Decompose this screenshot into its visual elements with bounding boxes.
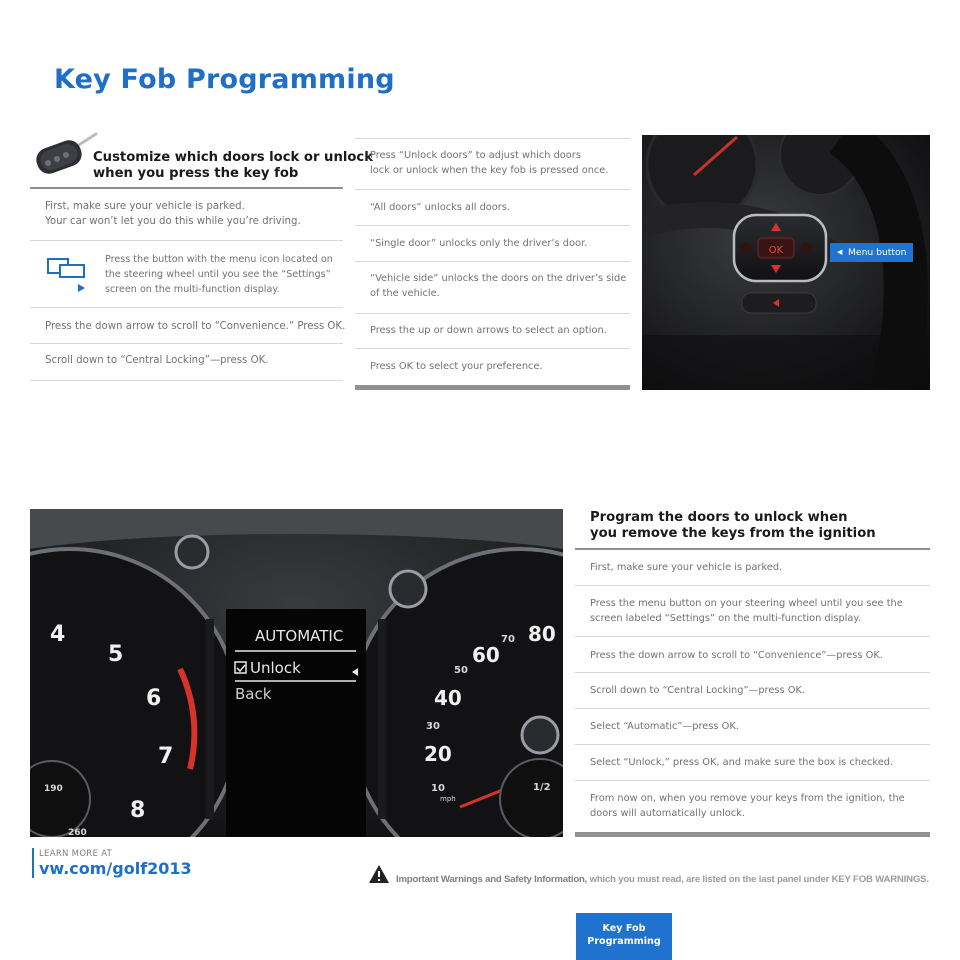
display-item-back: Back xyxy=(235,685,272,703)
steering-wheel-illustration xyxy=(642,135,930,390)
divider xyxy=(30,307,343,308)
divider xyxy=(575,672,930,673)
divider xyxy=(575,744,930,745)
list-item: Scroll down to “Central Locking”—press OK. xyxy=(590,685,805,696)
svg-text:50: 50 xyxy=(454,665,468,676)
list-item: Press the button with the menu icon located on the steering wheel until you see the “Settings” screen on the multi-function display. xyxy=(105,254,333,295)
svg-text:60: 60 xyxy=(472,643,500,667)
svg-text:190: 190 xyxy=(44,784,63,794)
section2-end-rule xyxy=(575,832,930,837)
website-link[interactable]: vw.com/golf2013 xyxy=(39,859,192,878)
section1-heading xyxy=(93,150,373,182)
learn-more-block xyxy=(32,848,192,878)
instrument-cluster-photo xyxy=(30,509,563,837)
section2-heading: Program the doors to unlock when you remove the keys from the ignition xyxy=(590,510,876,541)
svg-text:7: 7 xyxy=(158,744,174,769)
menu-button-callout: ◀ Menu button xyxy=(830,243,913,262)
divider xyxy=(355,225,630,226)
divider xyxy=(575,585,930,586)
warning-text: Important Warnings and Safety Information, which you must read, are listed on the last panel under KEY FOB WARNINGS. xyxy=(396,874,929,885)
divider xyxy=(575,636,930,637)
divider xyxy=(30,240,343,241)
arrow-left-icon: ◀ xyxy=(837,248,843,256)
svg-text:80: 80 xyxy=(528,622,556,646)
page-title: Key Fob Programming xyxy=(54,64,395,95)
display-item-unlock: Unlock xyxy=(250,659,301,677)
section1-end-rule xyxy=(355,385,630,390)
section-tab[interactable]: Key Fob Programming xyxy=(576,913,672,960)
display-title: AUTOMATIC xyxy=(255,627,344,645)
svg-text:mph: mph xyxy=(440,795,456,803)
divider xyxy=(575,780,930,781)
safety-warning xyxy=(368,864,933,888)
section1-heading-line1: Customize which doors lock or unlock xyxy=(93,150,374,165)
section2-heading-rule xyxy=(575,548,930,550)
divider xyxy=(30,343,343,344)
svg-text:10: 10 xyxy=(431,783,445,794)
list-item: First, make sure your vehicle is parked. Your car won’t let you do this while you’re driving. xyxy=(45,201,301,227)
divider xyxy=(355,348,630,349)
svg-text:6: 6 xyxy=(146,686,162,711)
list-item: Press the down arrow to scroll to “Convenience”—press OK. xyxy=(590,650,883,661)
list-item: Press “Unlock doors” to adjust which doors lock or unlock when the key fob is pressed once. xyxy=(370,150,609,176)
svg-text:1/2: 1/2 xyxy=(533,782,551,793)
divider xyxy=(575,708,930,709)
menu-icon xyxy=(46,255,92,295)
svg-text:20: 20 xyxy=(424,742,452,766)
divider xyxy=(355,313,630,314)
list-item: Press the up or down arrows to select an option. xyxy=(370,325,607,336)
list-item: Press OK to select your preference. xyxy=(370,361,543,372)
divider xyxy=(355,189,630,190)
list-item: “Vehicle side” unlocks the doors on the driver’s side of the vehicle. xyxy=(370,273,627,299)
steering-wheel-photo xyxy=(642,135,930,390)
svg-text:5: 5 xyxy=(108,642,124,667)
learn-more-label: LEARN MORE AT xyxy=(39,849,113,859)
divider xyxy=(30,380,343,381)
svg-text:30: 30 xyxy=(426,721,440,732)
list-item: Scroll down to “Central Locking”—press OK. xyxy=(45,355,269,366)
list-item: Select “Automatic”—press OK. xyxy=(590,721,739,732)
list-item: “Single door” unlocks only the driver’s door. xyxy=(370,238,588,249)
svg-text:260: 260 xyxy=(68,828,87,837)
divider xyxy=(355,261,630,262)
list-item: From now on, when you remove your keys from the ignition, the doors will automatically unlock. xyxy=(590,793,905,819)
svg-text:70: 70 xyxy=(501,634,515,645)
ok-button-label: OK xyxy=(768,245,784,256)
section1-heading-line2: when you press the key fob xyxy=(93,166,299,181)
svg-text:40: 40 xyxy=(434,686,462,710)
list-item: Press the menu button on your steering wheel until you see the screen labeled “Settings” on the multi-function display. xyxy=(590,598,903,624)
key-fob-icon xyxy=(30,132,98,180)
warning-triangle-icon xyxy=(368,864,390,884)
instrument-cluster-illustration xyxy=(30,509,563,837)
divider xyxy=(355,138,630,139)
section1-heading-rule xyxy=(30,187,343,189)
list-item: Select “Unlock,” press OK, and make sure the box is checked. xyxy=(590,757,894,768)
list-item: First, make sure your vehicle is parked. xyxy=(590,562,783,573)
svg-text:8: 8 xyxy=(130,798,146,823)
list-item: “All doors” unlocks all doors. xyxy=(370,202,511,213)
svg-text:4: 4 xyxy=(50,622,66,647)
list-item: Press the down arrow to scroll to “Convenience.” Press OK. xyxy=(45,321,346,332)
